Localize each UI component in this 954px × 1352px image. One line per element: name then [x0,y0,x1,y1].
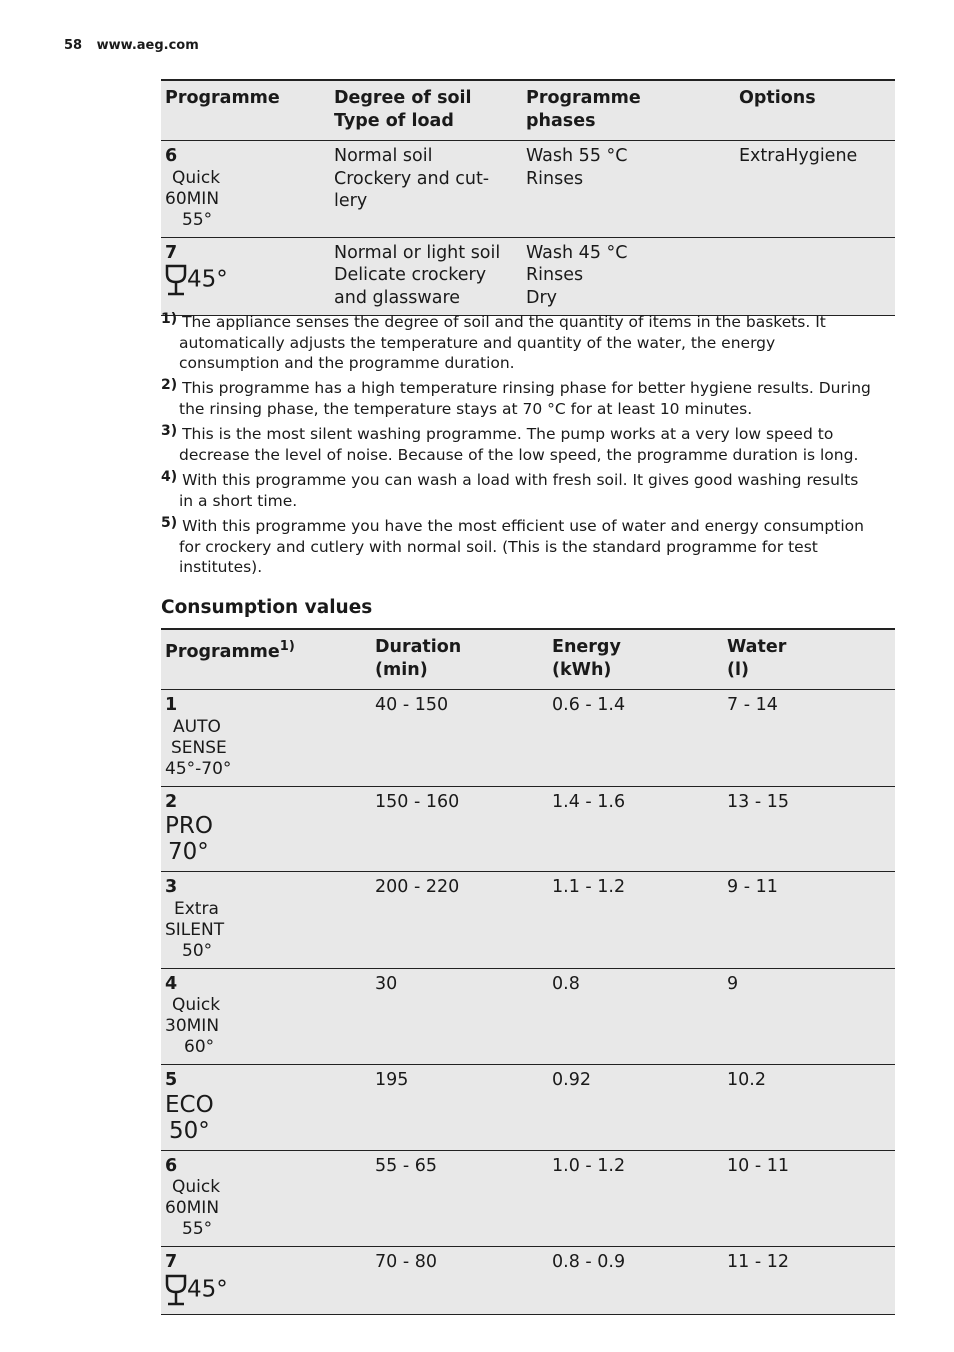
options-cell [735,237,895,316]
footnote: 3) This is the most silent washing programme. The pump works at a very low speed to decrease the level of noise. Because of the low speed, the programme duration is long. [161,423,859,464]
footnote: 2) This programme has a high temperature rinsing phase for better hygiene results. During the rinsing phase, the temperature stays at 70 °C for at least 10 minutes. [161,377,871,418]
col-phases: Programme phases [526,88,641,131]
page-number: 58 [64,38,83,53]
page-header [64,38,199,53]
phases-cell: Wash 55 °C Rinses [526,146,628,189]
consumption-table [161,628,895,1315]
soil-cell: Normal soil Crockery and cut- lery [334,146,490,211]
table-row: 7 45° 70 - 80 0.8 - 0.9 11 - 12 [161,1247,895,1315]
website-url: www.aeg.com [96,38,199,53]
table-header-row [161,80,895,141]
phases-cell: Wash 45 °C Rinses Dry [526,242,628,308]
table-row: 6 Quick 60MIN 55° 55 - 65 1.0 - 1.2 10 - 11 [161,1150,895,1247]
col-energy: Energy (kWh) [552,637,621,680]
programme-cell: 7 45° [161,237,330,316]
table-row: 5 ECO 50° 195 0.92 10.2 [161,1065,895,1151]
footnote: 1) The appliance senses the degree of soil and the quantity of items in the baskets. It automatically adjusts the temperature and quantity of the water, the energy consumption and the programme duration. [161,311,826,372]
programme-table [161,79,895,316]
glass-icon [165,1274,187,1306]
col-options: Options [739,88,816,108]
table-row: 3 Extra SILENT 50° 200 - 220 1.1 - 1.2 9 - 11 [161,872,895,969]
programme-cell: 6 Quick 60MIN 55° [165,146,221,230]
table-row: 2 PRO 70° 150 - 160 1.4 - 1.6 13 - 15 [161,786,895,872]
col-soil: Degree of soil Type of load [334,88,472,131]
options-cell: ExtraHygiene [739,146,858,166]
col-programme: Programme [165,88,280,108]
col-water: Water (l) [727,637,787,680]
section-title: Consumption values [161,597,373,618]
footnote: 4) With this programme you can wash a load with fresh soil. It gives good washing results in a short time. [161,469,859,510]
table-row: 1 AUTO SENSE 45°-70° 40 - 150 0.6 - 1.4 7 - 14 [161,690,895,787]
table-header-row [161,629,895,690]
soil-cell: Normal or light soil Delicate crockery and glassware [334,242,501,308]
table-row [161,141,895,238]
glass-icon [165,264,187,296]
table-row: 4 Quick 30MIN 60° 30 0.8 9 [161,968,895,1065]
footnote: 5) With this programme you have the most efficient use of water and energy consumption for crockery and cutlery with normal soil. (This is the standard programme for test institutes). [161,515,864,576]
col-programme: Programme$^{1)}$ [165,639,295,662]
table-row [161,237,895,316]
col-duration: Duration (min) [375,637,462,680]
